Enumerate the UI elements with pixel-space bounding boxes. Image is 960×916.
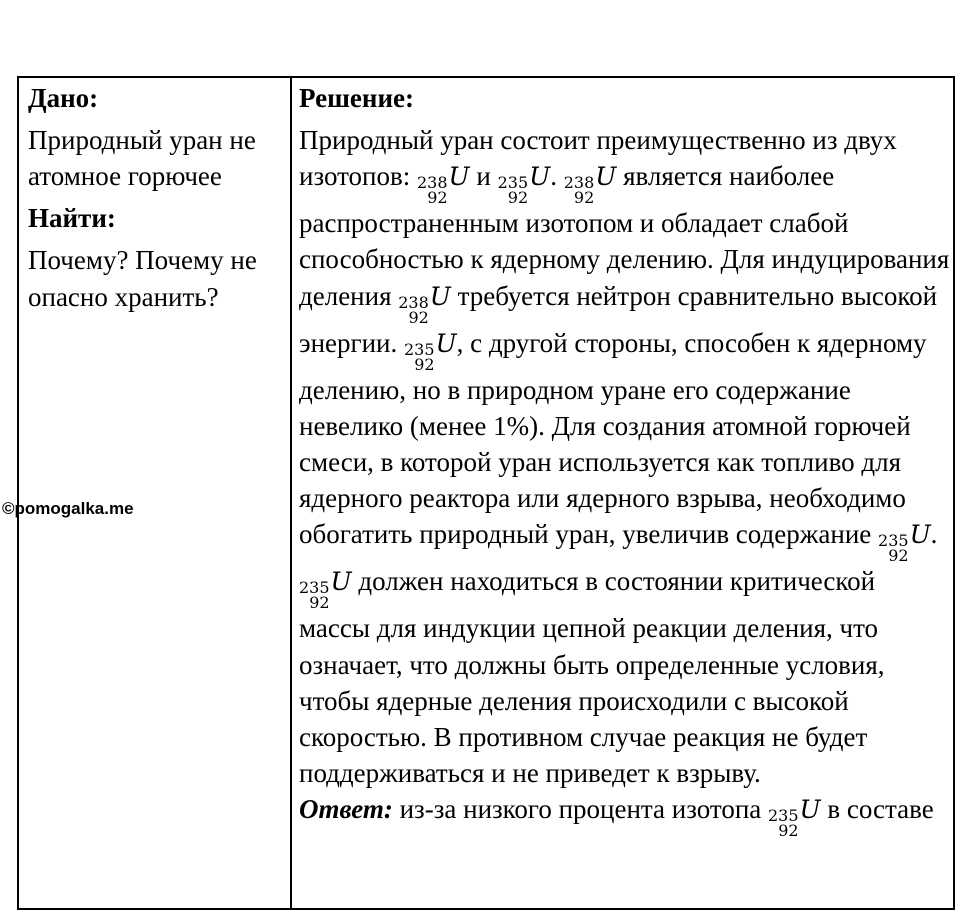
isotope-u235 xyxy=(878,517,931,566)
isotope-charge: 92 xyxy=(778,821,799,841)
solution-segment: является наиболее распространенным изотопом и обладает слабой способностью к ядерному делению. Для индуцирования деления xyxy=(299,161,950,311)
isotope-u235 xyxy=(768,792,821,841)
isotope-charge: 92 xyxy=(573,188,595,208)
watermark: ©pomogalka.me xyxy=(2,499,134,518)
solution-column xyxy=(299,78,951,841)
isotope-symbol: U xyxy=(595,162,617,192)
solution-segment: и xyxy=(469,161,498,192)
isotope-charge: 92 xyxy=(427,188,448,208)
answer-segment: из-за низкого процента изотопа xyxy=(392,794,768,825)
isotope-u235 xyxy=(299,564,352,613)
isotope-symbol: U xyxy=(330,567,352,597)
isotope-symbol: U xyxy=(448,162,470,192)
isotope-mass: 235 xyxy=(404,339,435,359)
isotope-charge: 92 xyxy=(507,188,529,208)
solution-heading: Решение: xyxy=(299,83,414,113)
isotope-u238 xyxy=(563,159,617,208)
column-divider xyxy=(290,78,292,908)
find-text: Почему? Почему не опасно хранить? xyxy=(28,245,257,312)
isotope-charge: 92 xyxy=(414,354,435,374)
isotope-mass: 238 xyxy=(563,173,595,193)
isotope-u238 xyxy=(398,279,451,325)
isotope-symbol: U xyxy=(799,795,821,825)
answer-label: Ответ: xyxy=(299,794,393,825)
isotope-charge: 92 xyxy=(888,546,909,566)
isotope-symbol: U xyxy=(435,328,457,358)
solution-segment: . xyxy=(550,161,564,192)
given-heading: Дано: xyxy=(28,83,99,113)
solution-segment: должен находиться в состоянии критической массы для индукции цепной реакции деления, что означает, что должны быть определенные условия, чтобы ядерные деления происходили с высокой скоростью. В противном случае реакция не будет поддерживаться и не приведет к взрыву. xyxy=(299,566,885,789)
isotope-symbol: U xyxy=(529,162,551,192)
solution-segment: Природный уран состоит преимущественно из двух изотопов: xyxy=(299,125,897,192)
answer-segment: в составе xyxy=(820,794,934,825)
given-column xyxy=(28,78,283,315)
isotope-mass: 235 xyxy=(497,173,529,193)
isotope-u235 xyxy=(497,159,551,208)
task-table xyxy=(17,76,955,910)
isotope-symbol: U xyxy=(429,281,451,311)
isotope-mass: 235 xyxy=(768,806,799,826)
solution-segment: требуется нейтрон сравнительно высокой энергии. xyxy=(299,280,938,358)
isotope-charge: 92 xyxy=(408,307,429,327)
isotope-symbol: U xyxy=(909,520,931,550)
find-heading: Найти: xyxy=(28,203,116,234)
isotope-u235 xyxy=(404,326,457,372)
isotope-charge: 92 xyxy=(309,593,330,613)
solution-segment: , с другой стороны, способен к ядерному делению, но в природном уране его содержание невелико (менее 1%). Для создания атомной горючей смеси, в которой уран используется как топливо для ядерного реактора или ядерного взрыва, необходимо обогатить природный уран, увеличив содержание xyxy=(299,327,927,550)
isotope-mass: 238 xyxy=(398,292,429,312)
isotope-mass: 238 xyxy=(417,173,448,193)
given-text: Природный уран не атомное горючее xyxy=(28,125,256,192)
solution-text xyxy=(299,122,951,791)
solution-segment: . xyxy=(930,519,938,550)
isotope-mass: 235 xyxy=(299,578,330,598)
isotope-mass: 235 xyxy=(878,531,909,551)
answer-text xyxy=(299,791,951,841)
isotope-u238 xyxy=(417,159,470,208)
